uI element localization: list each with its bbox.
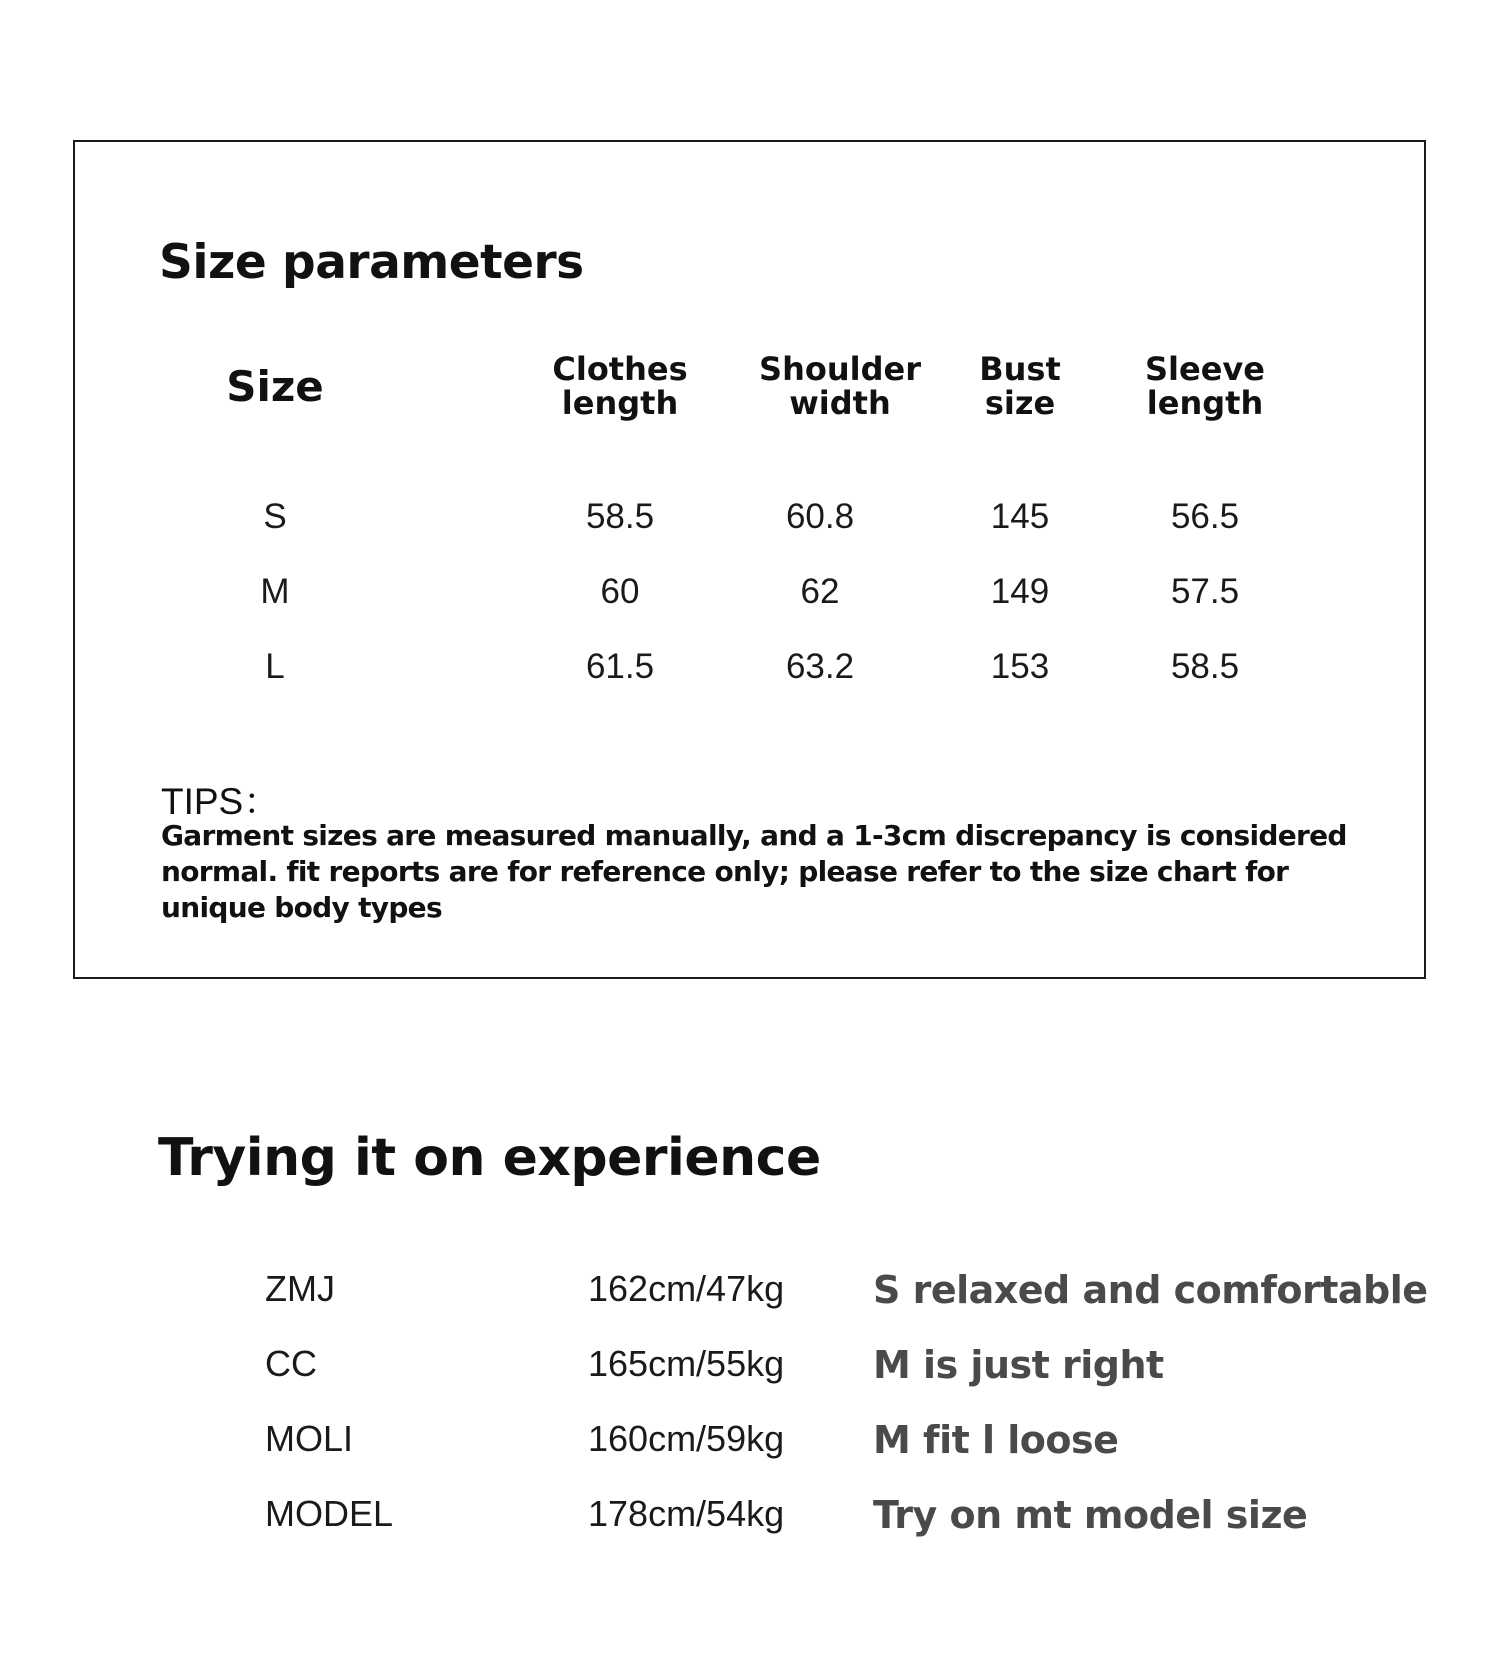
cell-bust-size-l: 153 [990,647,1050,686]
try-on-fit: M is just right [873,1343,1164,1387]
try-on-row [0,1493,1500,1543]
cell-shoulder-width-l: 63.2 [785,647,855,686]
header-shoulder-width-line1: Shoulder [759,350,921,388]
try-on-name: CC [265,1343,317,1384]
try-on-fit: Try on mt model size [873,1493,1308,1537]
tips-text: Garment sizes are measured manually, and a 1-3cm discrepancy is considered normal. fit reports are for reference only; please refer to the size chart for unique body types [161,819,1347,924]
cell-clothes-length-m: 60 [600,572,640,611]
header-clothes-length-line1: Clothes [552,350,688,388]
cell-bust-size-m: 149 [990,572,1050,611]
header-shoulder-width-line2: width [789,384,891,422]
header-size: Size [226,362,324,411]
cell-clothes-length-l: 61.5 [585,647,655,686]
try-on-row [0,1268,1500,1318]
try-on-row [0,1343,1500,1393]
header-clothes-length [540,352,700,420]
try-on-fit: S relaxed and comfortable [873,1268,1428,1312]
try-on-fit: M fit l loose [873,1418,1119,1462]
cell-sleeve-length-l: 58.5 [1170,647,1240,686]
cell-size-m: M [260,572,290,611]
cell-size-l: L [265,647,285,686]
header-shoulder-width [740,352,940,420]
tips-label: TIPS： [161,781,281,822]
cell-size-s: S [263,497,287,536]
size-parameters-title: Size parameters [159,235,584,290]
try-on-title: Trying it on experience [158,1128,821,1188]
try-on-measurements: 162cm/47kg [588,1268,785,1309]
header-clothes-length-line2: length [561,384,679,422]
try-on-measurements: 160cm/59kg [588,1418,785,1459]
header-sleeve-length-line2: length [1146,384,1264,422]
try-on-name: MOLI [265,1418,354,1459]
try-on-measurements: 178cm/54kg [588,1493,785,1534]
header-sleeve-length-line1: Sleeve [1145,350,1265,388]
header-bust-size [960,352,1080,420]
header-bust-size-line1: Bust [979,350,1061,388]
cell-shoulder-width-m: 62 [800,572,840,611]
cell-sleeve-length-s: 56.5 [1170,497,1240,536]
cell-clothes-length-s: 58.5 [585,497,655,536]
cell-bust-size-s: 145 [990,497,1050,536]
try-on-row [0,1418,1500,1468]
size-parameters-panel [73,140,1426,979]
header-sleeve-length [1125,352,1285,420]
cell-sleeve-length-m: 57.5 [1170,572,1240,611]
header-bust-size-line2: size [984,384,1056,422]
try-on-name: MODEL [265,1493,394,1534]
try-on-name: ZMJ [265,1268,335,1309]
try-on-measurements: 165cm/55kg [588,1343,785,1384]
cell-shoulder-width-s: 60.8 [785,497,855,536]
